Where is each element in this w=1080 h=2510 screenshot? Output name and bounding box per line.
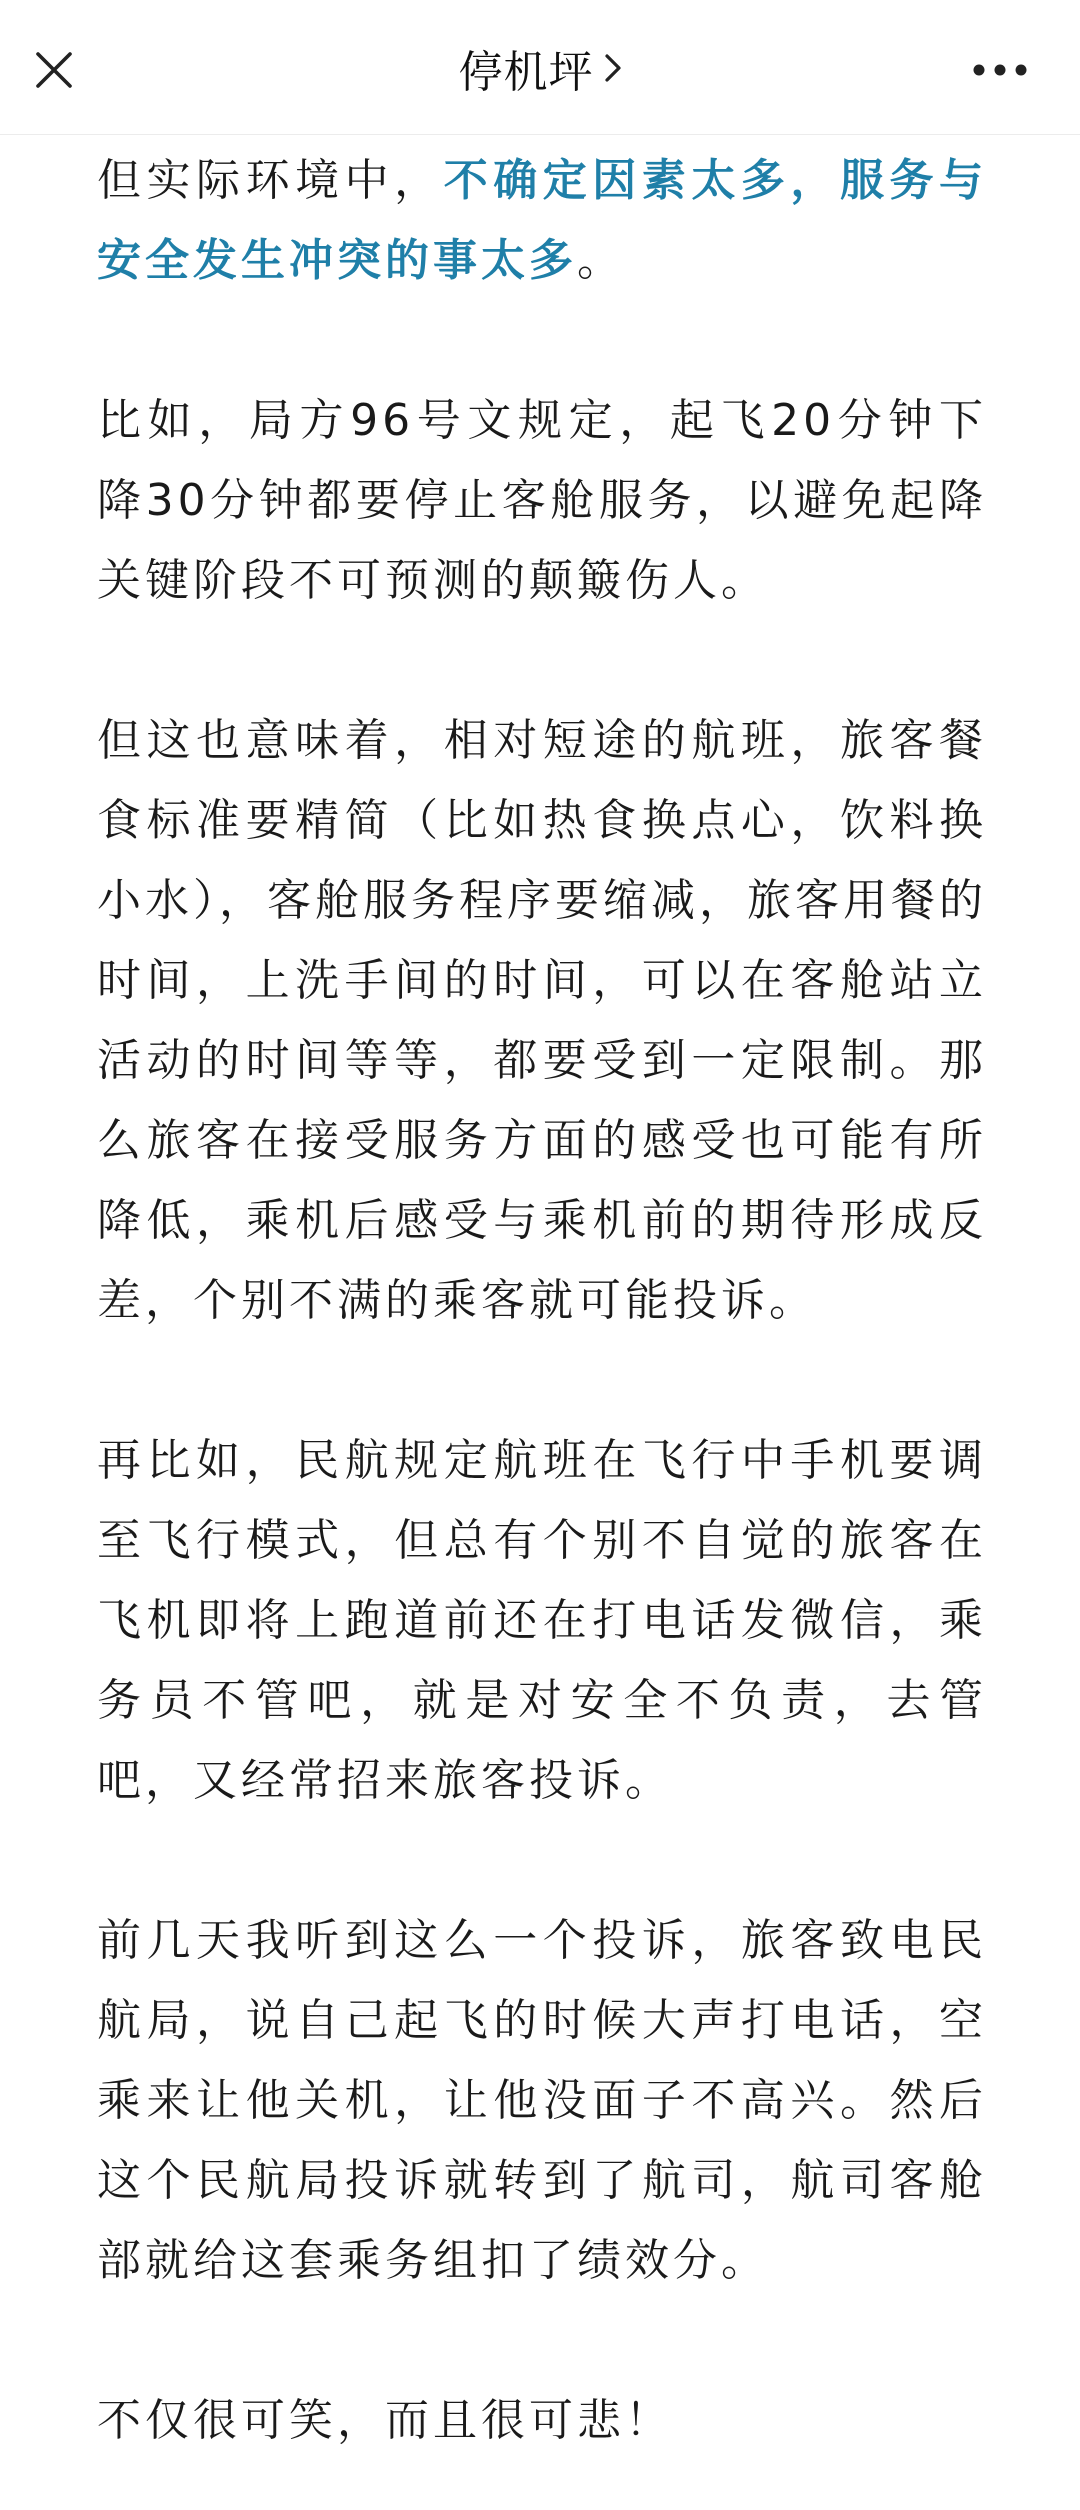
group-title-link[interactable] [0,36,1080,100]
paragraph-6: 不仅很可笑，而且很可悲！ [97,2395,673,2446]
paragraph-1-lead: 但实际环境中， [97,155,444,206]
more-horizontal-icon [972,63,1028,77]
paragraph-2: 比如，局方96号文规定，起飞20分钟下降30分钟都要停止客舱服务，以避免起降关键阶段不可预测的颠簸伤人。 [97,395,987,606]
paragraph-1 [97,141,987,301]
article-body [97,135,987,2461]
more-options-button[interactable] [960,38,1040,102]
paragraph-4: 再比如，民航规定航班在飞行中手机要调至飞行模式，但总有个别不自觉的旅客在飞机即将上跑道前还在打电话发微信，乘务员不管吧，就是对安全不负责，去管吧，又经常招来旅客投诉。 [97,1435,987,1806]
highlighted-text: 不确定因素太多，服务与安全发生冲突的事太多 [97,155,988,286]
paragraph-5: 前几天我听到这么一个投诉，旅客致电民航局，说自己起飞的时候大声打电话，空乘来让他关机，让他没面子不高兴。然后这个民航局投诉就转到了航司，航司客舱部就给这套乘务组扣了绩效分。 [97,1915,987,2286]
chevron-right-icon [604,53,622,83]
top-navigation-bar [0,0,1080,135]
paragraph-1-end: 。 [577,235,625,286]
page-title: 停机坪 [458,47,594,98]
paragraph-3: 但这也意味着，相对短途的航班，旅客餐食标准要精简（比如热食换点心，饮料换小水），客舱服务程序要缩减，旅客用餐的时间，上洗手间的时间，可以在客舱站立活动的时间等等，都要受到一定限制。那么旅客在接受服务方面的感受也可能有所降低，乘机后感受与乘机前的期待形成反差，个别不满的乘客就可能投诉。 [97,715,987,1326]
